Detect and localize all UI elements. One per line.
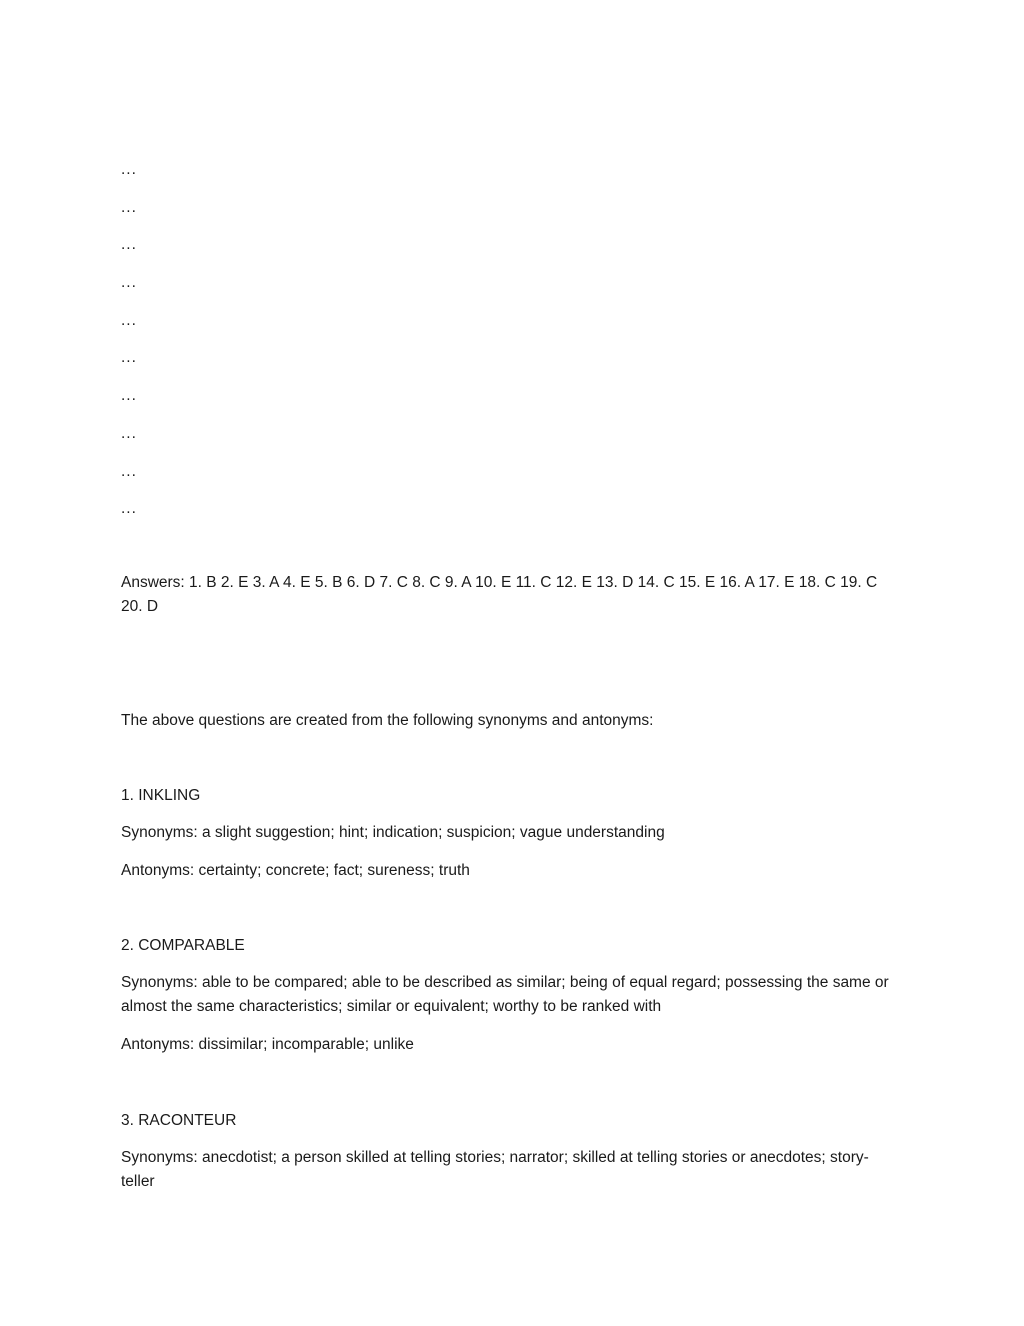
entry-antonyms: Antonyms: dissimilar; incomparable; unlike — [121, 1036, 414, 1053]
ellipsis-line: ... — [121, 236, 137, 254]
ellipsis-list — [121, 158, 221, 535]
ellipsis-line: ... — [121, 274, 137, 292]
intro-paragraph: The above questions are created from the following synonyms and antonyms: — [121, 712, 654, 729]
ellipsis-line: ... — [121, 161, 137, 178]
entry-raconteur — [121, 1109, 901, 1208]
answer-key: Answers: 1. B 2. E 3. A 4. E 5. B 6. D 7. C 8. C 9. A 10. E 11. C 12. E 13. D 14. C 15. E 16. A 17. E 18. C 19. C 20. D — [121, 574, 878, 615]
ellipsis-line: ... — [121, 349, 137, 367]
entry-synonyms: Synonyms: able to be compared; able to be described as similar; being of equal regard; possessing the same or almost the same characteristics; similar or equivalent; worthy to be ranked with — [121, 974, 889, 1015]
ellipsis-line: ... — [121, 311, 137, 329]
ellipsis-line: ... — [121, 500, 137, 518]
entry-synonyms: Synonyms: a slight suggestion; hint; indication; suspicion; vague understanding — [121, 824, 665, 841]
ellipsis-line: ... — [121, 198, 137, 216]
entry-heading: 2. COMPARABLE — [121, 937, 245, 954]
entry-antonyms: Antonyms: certainty; concrete; fact; sureness; truth — [121, 862, 470, 879]
entry-synonyms: Synonyms: anecdotist; a person skilled at telling stories; narrator; skilled at telling stories or anecdotes; story-teller — [121, 1149, 869, 1190]
ellipsis-line: ... — [121, 462, 137, 480]
entry-comparable — [121, 934, 901, 1071]
entry-heading: 3. RACONTEUR — [121, 1112, 237, 1129]
ellipsis-line: ... — [121, 424, 137, 442]
entry-inkling — [121, 784, 901, 897]
entry-heading: 1. INKLING — [121, 787, 201, 804]
ellipsis-line: ... — [121, 387, 137, 405]
